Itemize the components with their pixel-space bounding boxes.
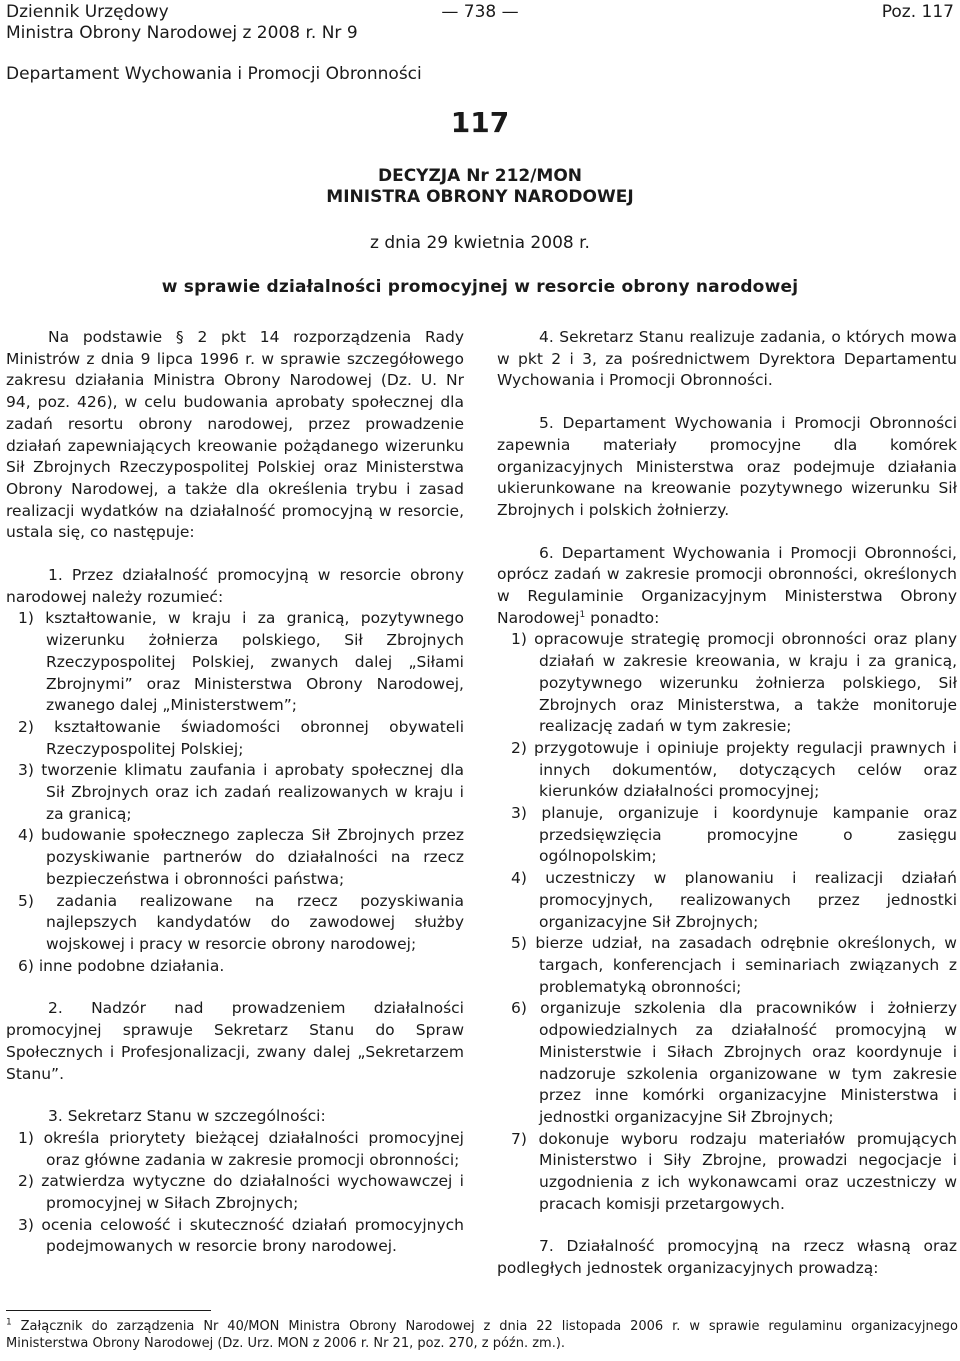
footnote-divider	[6, 1310, 211, 1311]
section-1-item: 1) kształtowanie, w kraju i za granicą, pozytywnego wizerunku żołnierza polskiego, Sił Zbrojnych Rzeczypospolitej Polskiej, zwanych dalej „Siłami Zbrojnymi” oraz Ministerstwa Obrony Narodowej, zwanego dalej „Ministerstwem”;	[18, 609, 464, 715]
section-1-item: 6) inne podobne działania.	[18, 956, 225, 975]
section-3-intro: 3. Sekretarz Stanu w szczególności:	[48, 1107, 326, 1126]
footnote	[6, 1318, 958, 1352]
section-1-item: 3) tworzenie klimatu zaufania i aprobaty społecznej dla Sił Zbrojnych oraz ich zadań realizowanych w kraju i za granicą;	[18, 761, 464, 823]
footnote-text: Załącznik do zarządzenia Nr 40/MON Ministra Obrony Narodowej z dnia 22 listopada 2006 r. w sprawie regulaminu organizacyjnego Ministerstwa Obrony Narodowej (Dz. Urz. MON z 2006 r. Nr 21, poz. 270, z późn. zm.).	[6, 1319, 958, 1351]
decision-title-line2: MINISTRA OBRONY NARODOWEJ	[326, 187, 634, 207]
position-label: Poz. 117	[881, 2, 954, 22]
section-6-intro-end: ponadto:	[585, 608, 660, 627]
left-column	[6, 327, 464, 1258]
section-6-intro-text: 6. Departament Wychowania i Promocji Obronności, oprócz zadań w zakresie promocji obronności, określonych w Regulaminie Organizacyjnym Ministerstwa Obrony Narodowej	[497, 543, 957, 627]
footnote-reference: 1	[579, 609, 586, 620]
section-1-intro: 1. Przez działalność promocyjną w resorcie obrony narodowej należy rozumieć:	[6, 566, 464, 606]
decision-title-line1: DECYZJA Nr 212/MON	[377, 166, 583, 186]
decision-date: z dnia 29 kwietnia 2008 r.	[370, 233, 590, 253]
section-3-item: 3) ocenia celowość i skuteczność działań promocyjnych podejmowanych w resorcie brony narodowej.	[18, 1215, 464, 1256]
decision-subject: w sprawie działalności promocyjnej w resorcie obrony narodowej	[161, 277, 799, 297]
section-6-item: 2) przygotowuje i opiniuje projekty regulacji prawnych i innych dokumentów, dotyczących celów oraz kierunków działalności promocyjnej;	[511, 738, 957, 801]
section-3-item: 1) określa priorytety bieżącej działalności promocyjnej oraz główne zadania w zakresie promocji obronności;	[18, 1128, 464, 1169]
section-6-item: 5) bierze udział, na zasadach odrębnie określonych, w targach, konferencjach i seminariach związanych z problematyką obronności;	[511, 934, 957, 996]
department-name: Departament Wychowania i Promocji Obronności	[6, 64, 422, 84]
section-3-item: 2) zatwierdza wytyczne do działalności wychowawczej i promocyjnej w Siłach Zbrojnych;	[18, 1172, 464, 1213]
section-6-item: 6) organizuje szkolenia dla pracowników i żołnierzy odpowiedzialnych za działalność promocyjną w Ministerstwie i Siłach Zbrojnych oraz koordynuje i nadzoruje szkolenia organizowane w tym zakresie przez inne komórki organizacyjne Ministerstwa i jednostki organizacyjne Sił Zbrojnych;	[511, 999, 957, 1126]
section-6-item: 3) planuje, organizuje i koordynuje kampanie oraz przedsięwzięcia promocyjne o zasięgu ogólnopolskim;	[511, 804, 957, 866]
section-6-item: 1) opracowuje strategię promocji obronności oraz plany działań w zakresie kreowania, w kraju i za granicą, pozytywnego wizerunku żołnierza polskiego, Sił Zbrojnych oraz Ministerstwa, a także monitoruje realizację zadań w tym zakresie;	[511, 630, 957, 736]
section-5: 5. Departament Wychowania i Promocji Obronności zapewnia materiały promocyjne dla komórek organizacyjnych Ministerstwa oraz podejmuje działania ukierunkowane na kreowanie pozytywnego wizerunku Sił Zbrojnych i polskich żołnierzy.	[497, 414, 957, 519]
section-1-item: 5) zadania realizowane na rzecz pozyskiwania najlepszych kandydatów do zawodowej służby wojskowej i pracy w resorcie obrony narodowej;	[18, 891, 464, 953]
section-6-intro	[497, 543, 957, 630]
journal-issue: Ministra Obrony Narodowej z 2008 r. Nr 9	[6, 23, 358, 43]
section-2: 2. Nadzór nad prowadzeniem działalności promocyjnej sprawuje Sekretarz Stanu do Spraw Społecznych i Profesjonalizacji, zwany dalej „Sekretarzem Stanu”.	[6, 999, 464, 1083]
section-1-item: 4) budowanie społecznego zaplecza Sił Zbrojnych przez pozyskiwanie partnerów do działalności na rzecz bezpieczeństwa i obronności państwa;	[18, 826, 464, 888]
page-number: — 738 —	[441, 2, 519, 22]
section-6-item: 7) dokonuje wyboru rodzaju materiałów promujących Ministerstwo i Siły Zbrojne, prowadzi negocjacje i uzgodnienia z ich wykonawcami oraz uczestniczy w pracach komisji przetargowych.	[511, 1129, 957, 1213]
footnote-mark: 1	[6, 1317, 12, 1328]
decision-title	[0, 166, 960, 208]
preamble: Na podstawie § 2 pkt 14 rozporządzenia Rady Ministrów z dnia 9 lipca 1996 r. w sprawie szczegółowego zakresu działania Ministra Obrony Narodowej (Dz. U. Nr 94, poz. 426), w celu budowania aprobaty społecznej dla zadań resortu obrony narodowej, przez prowadzenie działań zapewniających kreowanie pożądanego wizerunku Sił Zbrojnych Rzeczypospolitej Polskiej oraz Ministerstwa Obrony Narodowej, a także dla określenia trybu i zasad realizacji wydatków na działalność promocyjną w resorcie, ustala się, co następuje:	[6, 328, 464, 542]
section-6-item: 4) uczestniczy w planowaniu i realizacji działań promocyjnych, realizowanych przez jednostki organizacyjne Sił Zbrojnych;	[511, 869, 957, 931]
section-1-item: 2) kształtowanie świadomości obronnej obywateli Rzeczypospolitej Polskiej;	[18, 717, 464, 758]
position-number: 117	[450, 106, 510, 139]
right-column	[497, 327, 957, 1280]
section-4: 4. Sekretarz Stanu realizuje zadania, o których mowa w pkt 2 i 3, za pośrednictwem Dyrektora Departamentu Wychowania i Promocji Obronności.	[497, 328, 957, 390]
section-7: 7. Działalność promocyjną na rzecz własną oraz podległych jednostek organizacyjnych prowadzą:	[497, 1237, 957, 1278]
journal-name: Dziennik Urzędowy	[6, 2, 169, 22]
